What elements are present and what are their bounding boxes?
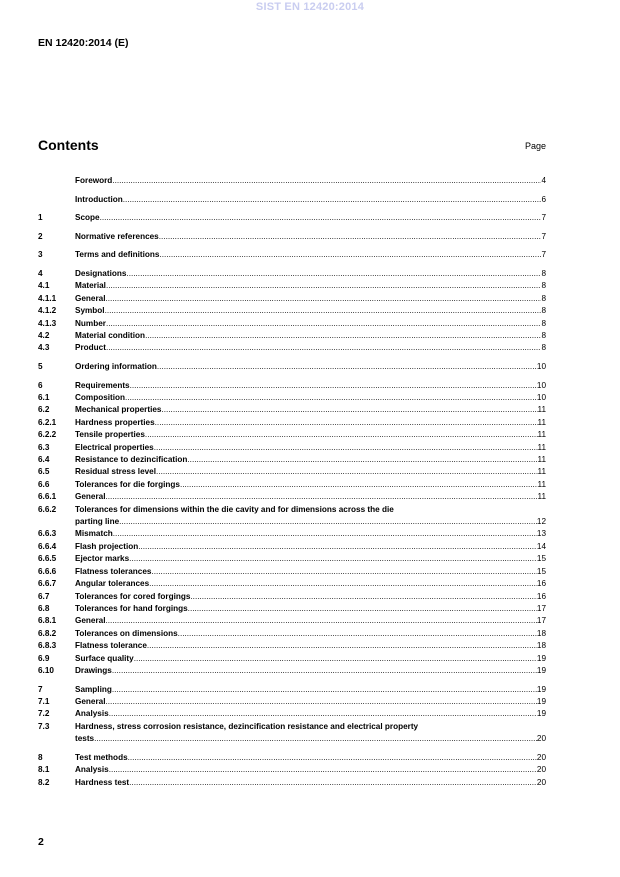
toc-entry-number: 6.7 bbox=[38, 591, 50, 601]
toc-entry-page: 18 bbox=[536, 628, 546, 638]
toc-entry-label[interactable]: General bbox=[75, 616, 106, 626]
toc-entry-page: 17 bbox=[536, 616, 546, 626]
toc-entry-page: 11 bbox=[537, 442, 546, 452]
toc-entry-label[interactable]: Flatness tolerances bbox=[75, 566, 152, 576]
toc-entry-page: 19 bbox=[536, 684, 546, 694]
dot-leader bbox=[106, 342, 542, 354]
dot-leader bbox=[109, 764, 537, 776]
dot-leader bbox=[138, 541, 537, 553]
page-title: Contents bbox=[38, 137, 99, 153]
toc-entry[interactable] bbox=[38, 429, 546, 441]
toc-entry[interactable] bbox=[38, 566, 546, 578]
toc-entry-number: 6.8.2 bbox=[38, 628, 57, 638]
toc-entry-number: 6.1 bbox=[38, 393, 50, 402]
toc-entry-number: 5 bbox=[38, 362, 43, 371]
toc-entry[interactable] bbox=[38, 305, 546, 317]
toc-entry-page: 10 bbox=[536, 393, 546, 402]
toc-entry-page: 12 bbox=[536, 517, 546, 527]
dot-leader bbox=[125, 392, 537, 404]
toc-entry-page: 20 bbox=[536, 734, 546, 744]
toc-entry-page: 6 bbox=[541, 194, 546, 204]
toc-entry-page: 7 bbox=[541, 250, 546, 260]
toc-entry-number: 2 bbox=[38, 231, 43, 241]
dot-leader bbox=[126, 268, 541, 280]
toc-entry-page: 11 bbox=[537, 430, 546, 440]
toc-entry-page: 8 bbox=[541, 293, 546, 303]
toc-entry[interactable] bbox=[38, 280, 546, 292]
toc-entry-label[interactable]: Tolerances on dimensions bbox=[75, 628, 178, 638]
toc-entry-number: 7 bbox=[38, 684, 43, 694]
toc-entry-label[interactable]: Tensile properties bbox=[75, 430, 145, 440]
toc-entry[interactable] bbox=[38, 491, 546, 503]
toc-entry-number: 4.1 bbox=[38, 281, 50, 291]
dot-leader bbox=[109, 708, 537, 720]
dot-leader bbox=[106, 696, 537, 708]
toc-entry-label[interactable]: Mismatch bbox=[75, 529, 113, 539]
toc-entry-label[interactable]: Hardness test bbox=[75, 777, 130, 787]
toc-entry-label[interactable]: Product bbox=[75, 343, 106, 353]
toc-entry-page: 16 bbox=[536, 579, 546, 589]
toc-entry-label[interactable]: Tolerances for hand forgings bbox=[75, 603, 188, 613]
toc-entry-label[interactable]: Ordering information bbox=[75, 362, 157, 371]
dot-leader bbox=[106, 318, 542, 330]
toc-entry[interactable] bbox=[38, 504, 546, 529]
page-column-label: Page bbox=[524, 141, 546, 151]
toc-entry-label[interactable]: Angular tolerances bbox=[75, 579, 150, 589]
dot-leader bbox=[154, 442, 538, 454]
toc-entry[interactable] bbox=[38, 479, 546, 491]
toc-entry-number: 4.3 bbox=[38, 343, 50, 353]
toc-entry-label[interactable]: Sampling bbox=[75, 684, 112, 694]
toc-entry-label[interactable]: Introduction bbox=[75, 194, 123, 204]
toc-entry-label[interactable]: Designations bbox=[75, 268, 127, 278]
dot-leader bbox=[100, 212, 542, 224]
dot-leader bbox=[188, 603, 537, 615]
toc-entry[interactable] bbox=[38, 442, 546, 454]
toc-entry-label[interactable]: Resistance to dezincification bbox=[75, 455, 188, 465]
toc-entry-page: 11 bbox=[537, 417, 546, 427]
dot-leader bbox=[94, 733, 537, 745]
toc-entry[interactable] bbox=[38, 628, 546, 640]
dot-leader bbox=[145, 330, 541, 342]
toc-entry-page: 13 bbox=[536, 529, 546, 539]
toc-entry[interactable] bbox=[38, 591, 546, 603]
toc-entry[interactable] bbox=[38, 777, 546, 789]
toc-entry-number: 6.6 bbox=[38, 479, 50, 489]
toc-entry-label[interactable]: Flatness tolerance bbox=[75, 641, 147, 651]
toc-entry[interactable] bbox=[38, 417, 546, 429]
dot-leader bbox=[151, 566, 536, 578]
toc-entry-number: 6.9 bbox=[38, 653, 50, 663]
toc-entry[interactable] bbox=[38, 541, 546, 553]
toc-entry-label[interactable]: Ejector marks bbox=[75, 554, 130, 564]
toc-entry-label[interactable]: Analysis bbox=[75, 709, 109, 719]
toc-entry-number: 4.1.1 bbox=[38, 293, 57, 303]
toc-entry-number: 3 bbox=[38, 250, 43, 260]
toc-entry-label[interactable]: Foreword bbox=[75, 176, 113, 185]
dot-leader bbox=[106, 293, 542, 305]
toc-entry-number: 6.8.1 bbox=[38, 616, 57, 626]
dot-leader bbox=[129, 553, 537, 565]
toc-entry-page: 8 bbox=[541, 343, 546, 353]
toc-entry[interactable] bbox=[38, 708, 546, 720]
toc-entry[interactable] bbox=[38, 249, 546, 261]
toc-entry-page: 20 bbox=[536, 777, 546, 787]
toc-entry-label[interactable]: Terms and definitions bbox=[75, 250, 160, 260]
toc-entry[interactable] bbox=[38, 392, 546, 404]
toc-entry-label[interactable]: General bbox=[75, 293, 106, 303]
dot-leader bbox=[119, 516, 537, 528]
dot-leader bbox=[112, 665, 537, 677]
toc-entry-label[interactable]: Surface quality bbox=[75, 653, 134, 663]
toc-entry-page: 20 bbox=[536, 765, 546, 775]
dot-leader bbox=[155, 417, 538, 429]
toc-entry-page: 11 bbox=[537, 479, 546, 489]
dot-leader bbox=[105, 305, 542, 317]
toc-entry-number: 1 bbox=[38, 213, 43, 223]
toc-entry-page: 14 bbox=[536, 541, 546, 551]
dot-leader bbox=[147, 640, 537, 652]
toc-entry[interactable] bbox=[38, 528, 546, 540]
toc-entry-label[interactable]: tests bbox=[75, 734, 95, 744]
toc-entry-label-first-line: Hardness, stress corrosion resistance, dezincification resistance and electrical property bbox=[75, 721, 419, 731]
toc-entry[interactable] bbox=[38, 194, 546, 206]
toc-entry[interactable] bbox=[38, 404, 546, 416]
toc-entry-page: 7 bbox=[541, 231, 546, 241]
toc-entry-page: 7 bbox=[541, 213, 546, 223]
toc-entry-number: 4.1.3 bbox=[38, 318, 57, 328]
toc-entry-number: 7.3 bbox=[38, 721, 50, 731]
dot-leader bbox=[130, 380, 537, 392]
dot-leader bbox=[161, 404, 537, 416]
toc-entry-label[interactable]: Tolerances for die forgings bbox=[75, 479, 180, 489]
toc-entry-number: 4.2 bbox=[38, 331, 50, 340]
toc-entry-number: 8 bbox=[38, 752, 43, 762]
dot-leader bbox=[123, 194, 542, 206]
toc-entry[interactable] bbox=[38, 553, 546, 565]
toc-entry-label[interactable]: Number bbox=[75, 318, 106, 328]
toc-entry-label[interactable]: General bbox=[75, 696, 106, 706]
toc-entry[interactable] bbox=[38, 615, 546, 627]
toc-entry-number: 4.1.2 bbox=[38, 306, 57, 316]
toc-entry-number: 6.2 bbox=[38, 405, 50, 415]
toc-entry-label[interactable]: Requirements bbox=[75, 380, 130, 390]
dot-leader bbox=[112, 684, 537, 696]
page-number: 2 bbox=[38, 836, 44, 848]
dot-leader bbox=[180, 479, 538, 491]
toc-entry-number: 6 bbox=[38, 380, 43, 390]
dot-leader bbox=[134, 653, 537, 665]
dot-leader bbox=[178, 628, 537, 640]
toc-entry-label[interactable]: Material bbox=[75, 281, 106, 291]
toc-entry[interactable] bbox=[38, 640, 546, 652]
toc-entry-page: 20 bbox=[536, 752, 546, 762]
toc-entry-number: 8.2 bbox=[38, 777, 50, 787]
toc-entry-number: 6.6.6 bbox=[38, 566, 57, 576]
toc-entry-label[interactable]: Analysis bbox=[75, 765, 109, 775]
dot-leader bbox=[149, 578, 537, 590]
toc-entry-page: 10 bbox=[536, 362, 546, 371]
toc-entry[interactable] bbox=[38, 665, 546, 677]
toc-entry[interactable] bbox=[38, 653, 546, 665]
toc-entry-page: 8 bbox=[541, 268, 546, 278]
toc-entry-label[interactable]: Test methods bbox=[75, 752, 128, 762]
dot-leader bbox=[113, 528, 537, 540]
toc-entry-page: 16 bbox=[536, 591, 546, 601]
toc-entry-number: 6.6.3 bbox=[38, 529, 57, 539]
dot-leader bbox=[112, 175, 541, 187]
toc-entry-label-first-line: Tolerances for dimensions within the die cavity and for dimensions across the die bbox=[75, 504, 394, 514]
toc-entry-label[interactable]: parting line bbox=[75, 517, 120, 527]
toc-entry[interactable] bbox=[38, 293, 546, 305]
toc-entry[interactable] bbox=[38, 330, 546, 342]
toc-entry-label[interactable]: Drawings bbox=[75, 665, 112, 675]
toc-entry-number: 4 bbox=[38, 268, 43, 278]
dot-leader bbox=[187, 454, 537, 466]
toc-entry-page: 8 bbox=[541, 318, 546, 328]
toc-entry[interactable] bbox=[38, 466, 546, 478]
toc-entry[interactable] bbox=[38, 764, 546, 776]
toc-entry-page: 19 bbox=[536, 665, 546, 675]
toc-entry[interactable] bbox=[38, 578, 546, 590]
toc-entry[interactable] bbox=[38, 231, 546, 243]
toc-entry-number: 6.6.5 bbox=[38, 554, 57, 564]
toc-entry[interactable] bbox=[38, 361, 546, 373]
toc-entry[interactable] bbox=[38, 696, 546, 708]
toc-entry[interactable] bbox=[38, 684, 546, 696]
toc-entry[interactable] bbox=[38, 318, 546, 330]
toc-entry-label[interactable]: Mechanical properties bbox=[75, 405, 162, 415]
toc-entry-number: 6.3 bbox=[38, 442, 50, 452]
toc-entry-page: 11 bbox=[537, 455, 546, 465]
toc-entry-label[interactable]: Scope bbox=[75, 213, 100, 223]
toc-entry-page: 15 bbox=[536, 566, 546, 576]
toc-entry-page: 18 bbox=[536, 641, 546, 651]
toc-entry-page: 8 bbox=[541, 331, 546, 340]
toc-entry-label[interactable]: Tolerances for cored forgings bbox=[75, 591, 191, 601]
dot-leader bbox=[190, 591, 536, 603]
toc-entry-number: 6.6.4 bbox=[38, 541, 57, 551]
dot-leader bbox=[159, 231, 542, 243]
toc-entry-page: 8 bbox=[541, 306, 546, 316]
toc-entry-number: 6.10 bbox=[38, 665, 54, 675]
toc-entry-label[interactable]: Hardness properties bbox=[75, 417, 155, 427]
toc-entry-label[interactable]: Composition bbox=[75, 393, 126, 402]
toc-entry-page: 19 bbox=[536, 653, 546, 663]
toc-entry-page: 15 bbox=[536, 554, 546, 564]
watermark: SIST EN 12420:2014 bbox=[255, 1, 365, 13]
dot-leader bbox=[128, 752, 537, 764]
toc-entry[interactable] bbox=[38, 175, 546, 187]
table-of-contents bbox=[38, 175, 546, 789]
toc-entry-page: 10 bbox=[536, 380, 546, 390]
toc-entry[interactable] bbox=[38, 752, 546, 764]
dot-leader bbox=[106, 280, 541, 292]
toc-entry[interactable] bbox=[38, 721, 546, 746]
toc-entry[interactable] bbox=[38, 380, 546, 392]
toc-entry[interactable] bbox=[38, 342, 546, 354]
dot-leader bbox=[106, 491, 538, 503]
toc-entry-page: 8 bbox=[541, 281, 546, 291]
toc-entry-page: 19 bbox=[536, 709, 546, 719]
toc-entry-label[interactable]: Material condition bbox=[75, 331, 146, 340]
toc-entry-page: 17 bbox=[536, 603, 546, 613]
toc-entry[interactable] bbox=[38, 454, 546, 466]
toc-entry-number: 6.4 bbox=[38, 455, 50, 465]
toc-entry-number: 6.6.7 bbox=[38, 579, 57, 589]
dot-leader bbox=[157, 361, 537, 373]
toc-entry-number: 6.6.1 bbox=[38, 492, 57, 502]
toc-entry-page: 19 bbox=[536, 696, 546, 706]
dot-leader bbox=[106, 615, 537, 627]
toc-entry-number: 6.6.2 bbox=[38, 504, 57, 514]
toc-entry-label[interactable]: Residual stress level bbox=[75, 467, 157, 477]
toc-entry-label[interactable]: Normative references bbox=[75, 231, 159, 241]
toc-entry-page: 11 bbox=[537, 492, 546, 502]
toc-entry-page: 4 bbox=[541, 176, 546, 185]
toc-entry-number: 6.8.3 bbox=[38, 641, 57, 651]
toc-entry-number: 6.8 bbox=[38, 603, 50, 613]
toc-entry-number: 6.2.2 bbox=[38, 430, 57, 440]
toc-entry-label[interactable]: Symbol bbox=[75, 306, 105, 316]
document-id: EN 12420:2014 (E) bbox=[38, 37, 129, 49]
dot-leader bbox=[156, 466, 537, 478]
toc-entry-number: 7.2 bbox=[38, 709, 50, 719]
toc-entry[interactable] bbox=[38, 603, 546, 615]
dot-leader bbox=[129, 777, 537, 789]
dot-leader bbox=[159, 249, 541, 261]
toc-entry-label[interactable]: Flash projection bbox=[75, 541, 139, 551]
toc-entry[interactable] bbox=[38, 212, 546, 224]
dot-leader bbox=[145, 429, 538, 441]
toc-entry-number: 8.1 bbox=[38, 765, 50, 775]
toc-entry-label[interactable]: General bbox=[75, 492, 106, 502]
toc-entry-number: 6.5 bbox=[38, 467, 50, 477]
toc-entry-page: 11 bbox=[537, 405, 546, 415]
toc-entry-number: 6.2.1 bbox=[38, 417, 57, 427]
toc-entry-page: 11 bbox=[537, 467, 546, 477]
toc-entry-label[interactable]: Electrical properties bbox=[75, 442, 154, 452]
toc-entry[interactable] bbox=[38, 268, 546, 280]
toc-entry-number: 7.1 bbox=[38, 696, 50, 706]
